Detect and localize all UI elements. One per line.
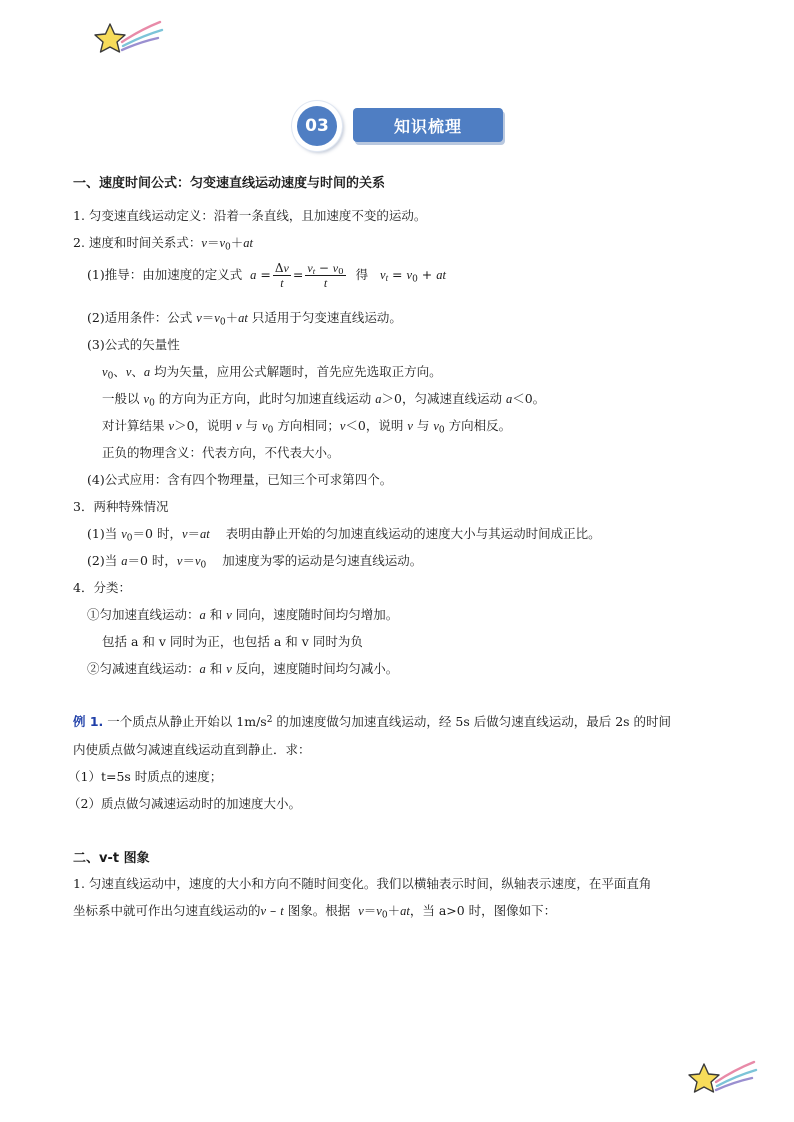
class-accelerating: ①匀加速直线运动：a 和 v 同向，速度随时间均匀增加。 <box>87 607 399 622</box>
result-sign-line: 对计算结果 v＞0，说明 v 与 $v_0$ 方向相同；v＜0，说明 v 与 $v_0$ 方向相反。 <box>102 418 512 436</box>
sign-meaning-line: 正负的物理含义：代表方向，不代表大小。 <box>102 445 340 460</box>
shooting-star-icon-top <box>92 16 164 58</box>
example-1-line-2: 内使质点做匀减速直线运动直到静止．求： <box>73 742 311 757</box>
example-label: 例 1. <box>73 714 104 729</box>
item-4-classification: 4．分类： <box>73 580 131 595</box>
formula-application: (4)公式应用：含有四个物理量，已知三个可求第四个。 <box>87 472 393 487</box>
vector-quantities-line: $v_0$、v、a 均为矢量，应用公式解题时，首先应先选取正方向。 <box>102 364 442 382</box>
vt-paragraph-line-1: 1. 匀速直线运动中，速度的大小和方向不随时间变化。我们以横轴表示时间，纵轴表示速度，在平面直角 <box>73 876 652 891</box>
special-case-1: (1)当 $v_0=0$ 时，v＝at 表明由静止开始的匀加速直线运动的速度大小与其运动时间成正比。 <box>87 526 601 544</box>
derivation-line: (1)推导：由加速度的定义式 a = $\frac{\Delta v}{t}$ = $\frac{v_t - v_0}{t}$ 得 $v_t = v_0$ + at <box>87 261 446 290</box>
example-1-line-1: 例 1. 一个质点从静止开始以 $1m/s^2$ 的加速度做匀加速直线运动，经 5s 后做匀速直线运动，最后 2s 的时间 <box>73 714 672 729</box>
class-decelerating: ②匀减速直线运动：a 和 v 反向，速度随时间均匀减小。 <box>87 661 399 676</box>
shooting-star-icon-bottom <box>686 1056 758 1098</box>
applicable-condition: (2)适用条件：公式 $v=v_0+at$ 只适用于匀变速直线运动。 <box>87 310 402 328</box>
section-number-badge: 03 <box>297 106 337 146</box>
vt-paragraph-line-2: 坐标系中就可作出匀速直线运动的v – t 图象。根据 $v=v_0+at$，当 a>0 时，图像如下： <box>73 903 557 921</box>
section-title-badge: 知识梳理 <box>353 108 503 142</box>
fraction-delta-v-over-t: $\frac{\Delta v}{t}$ <box>274 261 289 290</box>
positive-direction-line: 一般以 $v_0$ 的方向为正方向，此时匀加速直线运动 a＞0，匀减速直线运动 a＜0。 <box>102 391 546 409</box>
example-question-2: （2）质点做匀减速运动时的加速度大小。 <box>68 796 301 811</box>
vector-property-heading: (3)公式的矢量性 <box>87 337 180 352</box>
item-1-definition: 1. 匀变速直线运动定义：沿着一条直线，且加速度不变的运动。 <box>73 208 427 223</box>
example-question-1: （1）t=5s 时质点的速度； <box>68 769 223 784</box>
item-3-special-cases: 3．两种特殊情况 <box>73 499 169 514</box>
special-case-2: (2)当 a＝0 时，$v=v_0$ 加速度为零的运动是匀速直线运动。 <box>87 553 423 571</box>
section-2-heading: 二、v-t 图象 <box>73 851 150 866</box>
class-accelerating-note: 包括 a 和 v 同时为正，也包括 a 和 v 同时为负 <box>102 634 363 649</box>
item-2-relation: 2. 速度和时间关系式：$v=v_0+at$ <box>73 235 254 253</box>
section-1-heading: 一、速度时间公式：匀变速直线运动速度与时间的关系 <box>73 176 386 191</box>
fraction-vt-minus-v0-over-t: $\frac{v_t - v_0}{t}$ <box>307 261 344 290</box>
